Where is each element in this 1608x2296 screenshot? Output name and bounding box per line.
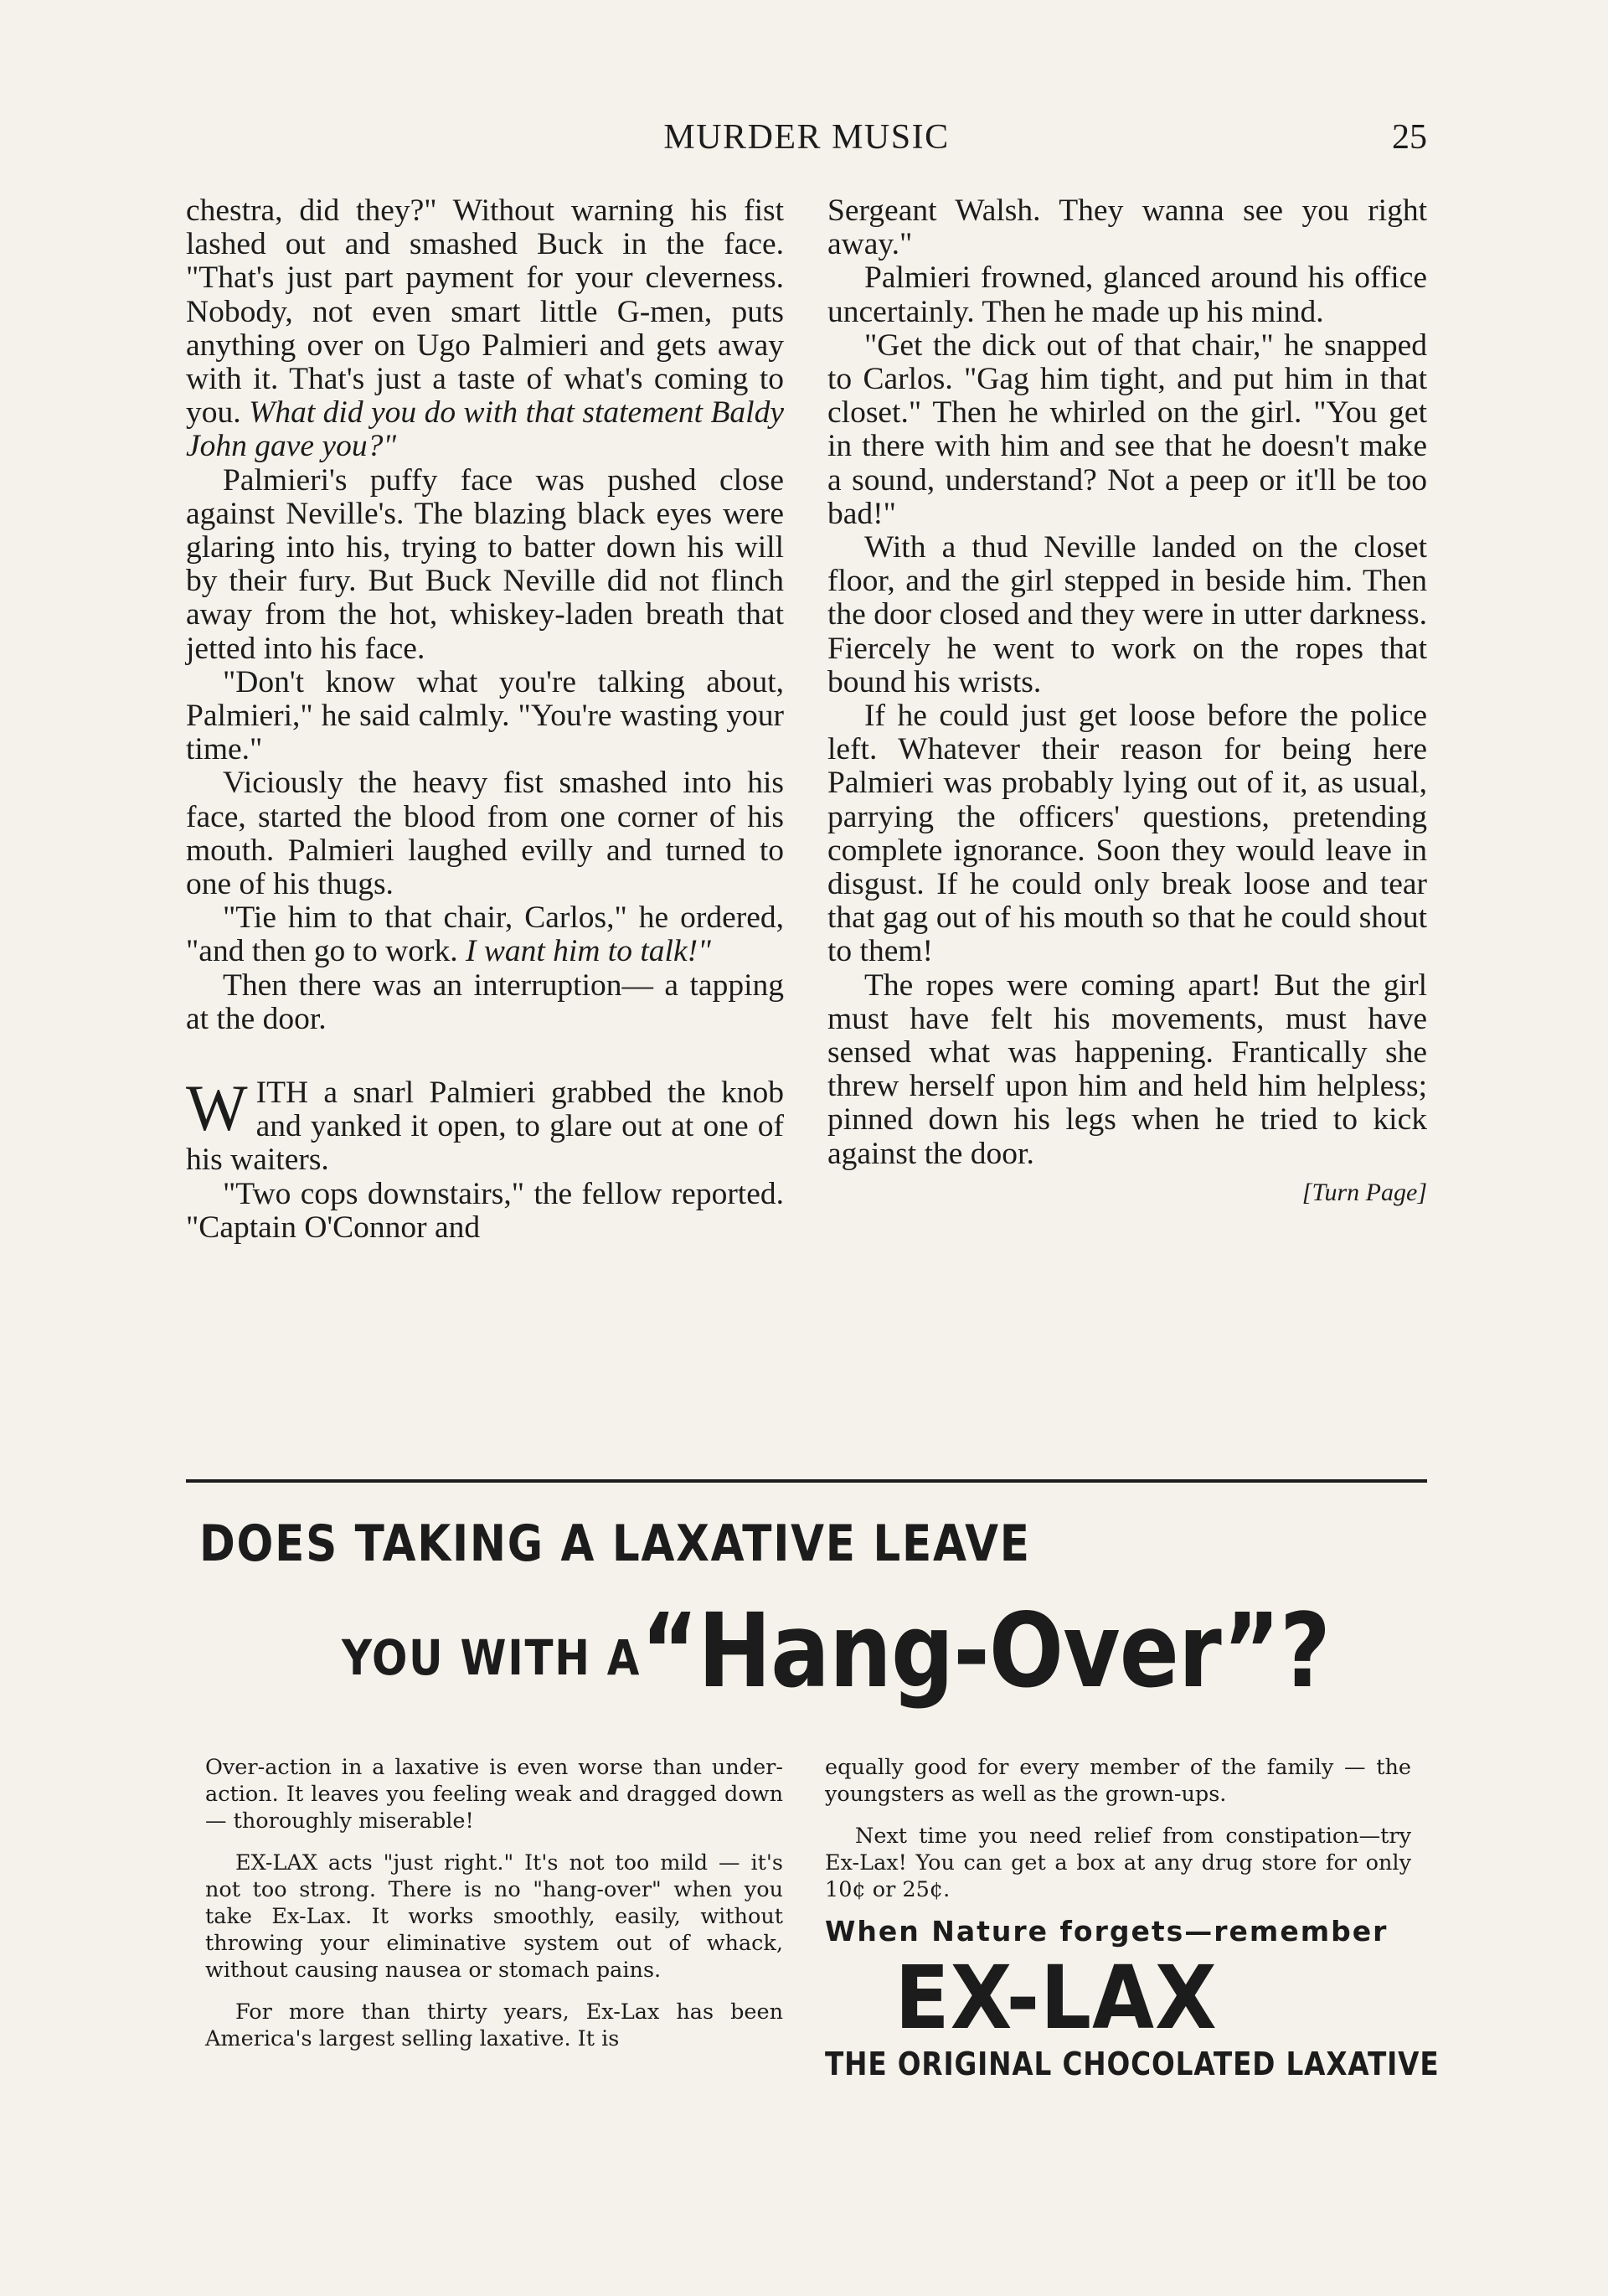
ad-column-right	[825, 1754, 1440, 2082]
ad-paragraph: Over-action in a laxative is even worse than under-action. It leaves you feeling weak and dragged down — thoroughly miserable!	[205, 1755, 783, 1834]
story-paragraph: Then there was an interruption— a tapping at the door.	[186, 967, 784, 1036]
ad-paragraph: For more than thirty years, Ex-Lax has been America's largest selling laxative. It is	[205, 1999, 783, 2051]
story-paragraph: "Don't know what you're talking about, Palmieri," he said calmly. "You're wasting your time."	[186, 664, 784, 767]
ad-headline-line1: DOES TAKING A LAXATIVE LEAVE	[199, 1514, 1031, 1573]
story-text: "Tie him to that chair, Carlos," he ordered, "and then go to work.	[186, 900, 784, 969]
drop-cap: W	[186, 1071, 248, 1145]
story-italic-text: What did you do with that statement Baldy John gave you?"	[186, 395, 784, 464]
story-paragraph: Sergeant Walsh. They wanna see you right away."	[827, 193, 1427, 262]
section-divider	[186, 1479, 1427, 1483]
story-paragraph: Palmieri's puffy face was pushed close against Neville's. The blazing black eyes were glaring into his, trying to batter down his will by their fury. But Buck Neville did not flinch away from the hot, whiskey-laden breath that jetted into his face.	[186, 462, 784, 666]
story-paragraph: "Two cops downstairs," the fellow reported. "Captain O'Connor and	[186, 1176, 784, 1245]
ad-headline-small: YOU WITH A	[342, 1629, 642, 1686]
story-paragraph: If he could just get loose before the police left. Whatever their reason for being here Palmieri was probably lying out of it, as usual, parrying the officers' questions, pretending complete ignorance. Soon they would leave in disgust. If he could only break loose and tear that gag out of his mouth so that he could shout to them!	[827, 699, 1427, 969]
running-head	[186, 117, 1427, 159]
story-paragraph	[186, 901, 784, 968]
story-paragraph: The ropes were coming apart! But the girl must have felt his movements, must have sensed what was happening. Frantically she threw herself upon him and held him helpless; pinned down his legs when he tried to kick against the door.	[827, 967, 1427, 1171]
story-paragraph: Palmieri frowned, glanced around his office uncertainly. Then he made up his mind.	[827, 261, 1427, 329]
turn-page-note: [Turn Page]	[1301, 1178, 1427, 1206]
story-paragraph: "Get the dick out of that chair," he snapped to Carlos. "Gag him tight, and put him in that closet." Then he whirled on the girl. "You get in there with him and see that he doesn't make a sound, understand? Not a peep or it'll be too bad!"	[827, 328, 1427, 531]
story-paragraph-dropcap	[186, 1071, 784, 1178]
ad-headline-line2	[342, 1592, 1330, 1710]
story-text: ITH a snarl Palmieri grabbed the knob and yanked it open, to glare out at one of his waiters.	[186, 1076, 784, 1178]
story-italic-text: I want him to talk!"	[466, 934, 711, 969]
ad-tagline: When Nature forgets—remember	[825, 1915, 1389, 1948]
ad-paragraph: Next time you need relief from constipation—try Ex-Lax! You can get a box at any drug store for only 10¢ or 25¢.	[825, 1824, 1411, 1902]
page-number: 25	[1392, 118, 1427, 157]
ad-paragraph: EX-LAX acts "just right." It's not too mild — it's not too strong. There is no "hang-over" when you take Ex-Lax. It works smoothly, easily, without throwing your eliminative system out of whack, without causing nausea or stomach pains.	[205, 1850, 783, 1983]
story-column-left	[186, 194, 784, 1245]
story-text: chestra, did they?" Without warning his fist lashed out and smashed Buck in the face. "That's just part payment for your cleverness. Nobody, not even smart little G-men, puts anything over on Ugo Palmieri and gets away with it. That's just a taste of what's coming to you.	[186, 193, 784, 431]
ad-column-left	[205, 1754, 783, 2067]
ad-headline-big: “Hang-Over”?	[641, 1592, 1330, 1710]
brand-subtitle: THE ORIGINAL CHOCOLATED LAXATIVE	[825, 2046, 1440, 2082]
running-title: MURDER MUSIC	[663, 118, 950, 157]
story-paragraph: Viciously the heavy fist smashed into his face, started the blood from one corner of his mouth. Palmieri laughed evilly and turned to one of his thugs.	[186, 766, 784, 902]
story-paragraph: With a thud Neville landed on the closet floor, and the girl stepped in beside him. Then the door closed and they were in utter darkness. Fiercely he went to work on the ropes that bound his wrists.	[827, 530, 1427, 699]
story-column-right	[827, 194, 1427, 1208]
story-paragraph	[186, 194, 784, 464]
ad-paragraph: equally good for every member of the family — the youngsters as well as the grown-ups.	[825, 1755, 1411, 1807]
brand-logo-text: EX-LAX	[894, 1947, 1218, 2049]
